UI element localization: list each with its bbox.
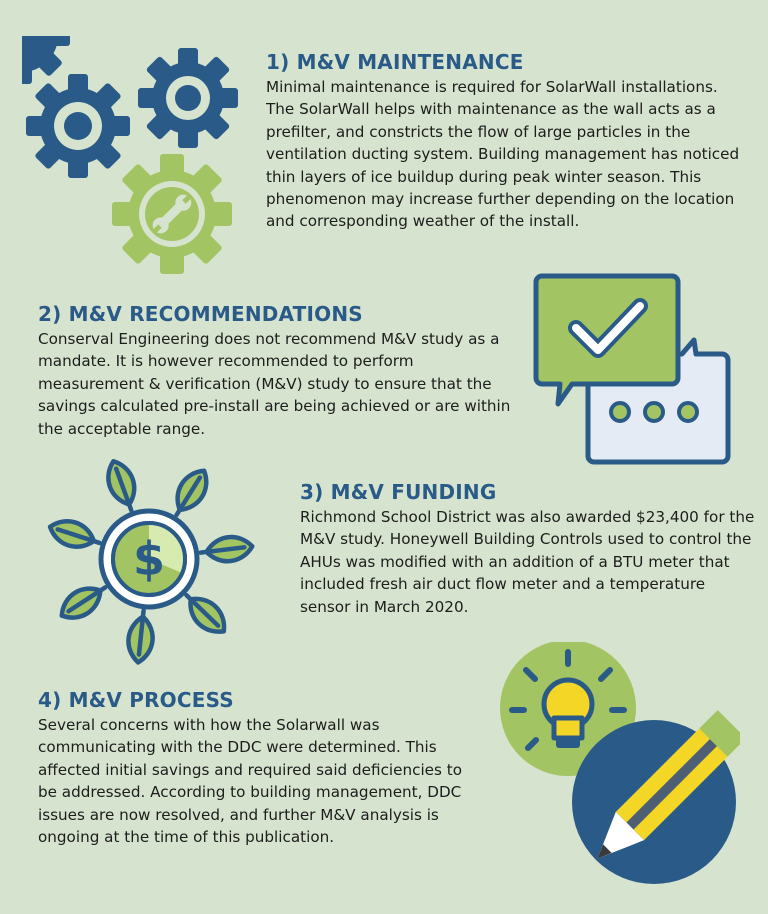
recommendations-section bbox=[38, 302, 518, 440]
svg-text:$: $ bbox=[132, 532, 166, 586]
recommendations-heading: 2) M&V RECOMMENDATIONS bbox=[38, 302, 363, 326]
recommendations-body: Conserval Engineering does not recommend M&V study as a mandate. It is however recommended to perform measurement & verification (M&V) study to ensure that the savings calculated pre-install are being achieved or are within the acceptable range. bbox=[38, 330, 511, 438]
maintenance-section bbox=[266, 50, 746, 233]
chat-checkmark-icon bbox=[532, 270, 732, 470]
maintenance-heading: 1) M&V MAINTENANCE bbox=[266, 50, 524, 74]
dollar-leaves-icon bbox=[38, 448, 260, 670]
lightbulb-pencil-icon bbox=[494, 642, 740, 892]
maintenance-body: Minimal maintenance is required for SolarWall installations. The SolarWall helps with maintenance as the wall acts as a prefilter, and constricts the flow of large particles in the ventilation ducting system. Building management has noticed thin layers of ice buildup during peak winter season. This phenomenon may increase further depending on the location and corresponding weather of the install. bbox=[266, 78, 740, 231]
process-body: Several concerns with how the Solarwall was communicating with the DDC were determined. This affected initial savings and required said deficiencies to be addressed. According to building management, DDC issues are now resolved, and further M&V analysis is ongoing at the time of this publication. bbox=[38, 716, 463, 847]
funding-body: Richmond School District was also awarded $23,400 for the M&V study. Honeywell Building Controls used to control the AHUs was modified with an addition of a BTU meter that included fresh air duct flow meter and a temperature sensor in March 2020. bbox=[300, 508, 755, 616]
funding-section bbox=[300, 480, 760, 618]
process-section bbox=[38, 688, 478, 848]
funding-heading: 3) M&V FUNDING bbox=[300, 480, 497, 504]
gears-wrench-icon bbox=[22, 36, 258, 274]
process-heading: 4) M&V PROCESS bbox=[38, 688, 234, 712]
